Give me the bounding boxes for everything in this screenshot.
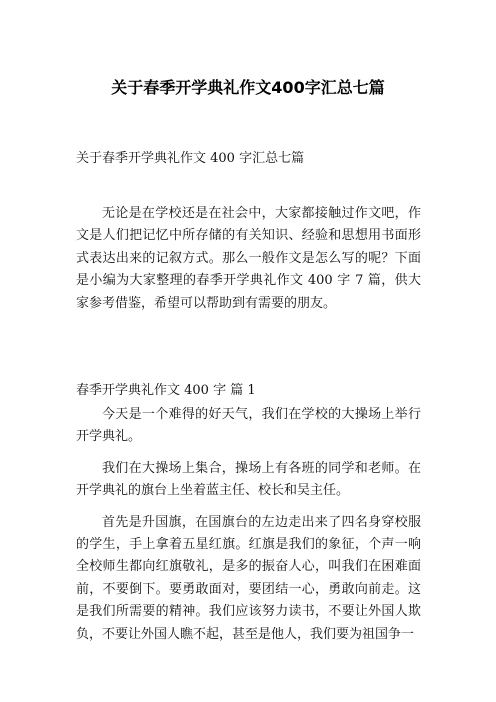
document-title: 关于春季开学典礼作文400字汇总七篇	[111, 78, 385, 97]
document-subtitle: 关于春季开学典礼作文 400 字汇总七篇	[76, 151, 305, 166]
intro-paragraph: 无论是在学校还是在社会中，大家都接触过作文吧，作文是人们把记忆中所存储的有关知识、经验和思想用书面形式表达出来的记叙方式。那么一般作文是怎么写的呢？下面是小编为大家整理的春季开学典礼作文 400 字 7 篇，供大家参考借鉴，希望可以帮助到有需要的朋友。	[76, 206, 421, 311]
essay-paragraph-2: 我们在大操场上集合，操场上有各班的同学和老师。在开学典礼的旗台上坐着蓝主任、校长和吴主任。	[76, 460, 421, 499]
section-heading: 春季开学典礼作文 400 字 篇 1	[76, 383, 256, 398]
essay-paragraph-3: 首先是升国旗，在国旗台的左边走出来了四名身穿校服的学生，手上拿着五星红旗。红旗是我们的象征，个声一响全校师生都向红旗敬礼，是多的振奋人心，叫我们在困难面前，不要倒下。要勇敢面对，要团结一心，勇敢向前走。这是我们所需要的精神。我们应该努力读书，不要让外国人欺负，不要让外国人瞧不起，甚至是他人，我们要为祖国争一	[76, 514, 421, 642]
essay-paragraph-1: 今天是一个难得的好天气，我们在学校的大操场上举行开学典礼。	[76, 407, 421, 445]
essay-body	[76, 404, 421, 655]
